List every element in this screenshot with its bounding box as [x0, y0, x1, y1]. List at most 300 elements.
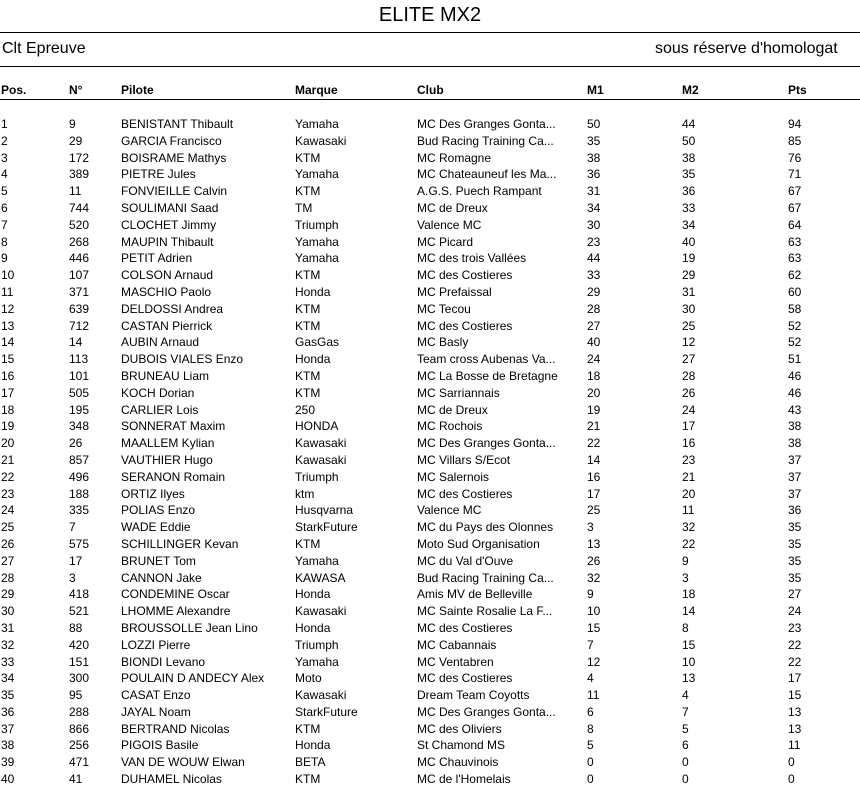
cell-pts: 67 [788, 184, 802, 199]
cell-pos: 4 [1, 167, 8, 182]
table-row [0, 771, 860, 788]
table-row [0, 452, 860, 469]
cell-pos: 17 [1, 385, 15, 400]
cell-pilote: BROUSSOLLE Jean Lino [121, 620, 258, 635]
table-row [0, 486, 860, 503]
cell-m2: 16 [682, 436, 696, 451]
table-row [0, 234, 860, 251]
cell-number: 712 [69, 318, 90, 333]
cell-number: 101 [69, 368, 90, 383]
cell-pts: 35 [788, 570, 802, 585]
cell-m1: 4 [587, 671, 594, 686]
cell-m2: 35 [682, 167, 696, 182]
cell-m1: 11 [587, 688, 600, 703]
cell-pilote: BIONDI Levano [121, 654, 206, 669]
cell-pts: 52 [788, 318, 802, 333]
cell-pos: 15 [1, 352, 15, 367]
cell-club: MC des Oliviers [417, 721, 502, 736]
cell-number: 29 [69, 133, 83, 148]
cell-m2: 50 [682, 133, 696, 148]
cell-m2: 36 [682, 184, 696, 199]
cell-pilote: MASCHIO Paolo [121, 284, 212, 299]
cell-number: 151 [69, 654, 90, 669]
cell-number: 857 [69, 452, 90, 467]
cell-pilote: LHOMME Alexandre [121, 604, 231, 619]
table-row [0, 519, 860, 536]
cell-pos: 22 [1, 469, 15, 484]
cell-pilote: BRUNEAU Liam [121, 368, 210, 383]
cell-m2: 22 [682, 536, 696, 551]
table-row [0, 637, 860, 654]
cell-pilote: BENISTANT Thibault [121, 117, 234, 131]
table-row [0, 150, 860, 167]
cell-pos: 33 [1, 654, 15, 669]
cell-m1: 40 [587, 335, 601, 350]
cell-pts: 23 [788, 620, 802, 635]
cell-pilote: JAYAL Noam [121, 704, 191, 719]
cell-number: 446 [69, 251, 90, 266]
cell-m2: 31 [682, 284, 696, 299]
table-row [0, 704, 860, 721]
header-pilote: Pilote [121, 83, 154, 97]
cell-pos: 5 [1, 184, 8, 199]
cell-number: 256 [69, 738, 90, 753]
cell-pilote: LOZZI Pierre [121, 637, 191, 652]
cell-pos: 12 [1, 301, 15, 316]
header-divider [0, 99, 860, 100]
cell-pilote: DUHAMEL Nicolas [121, 772, 222, 787]
cell-pilote: ORTIZ Ilyes [121, 486, 185, 501]
cell-m2: 38 [682, 150, 696, 165]
cell-m2: 17 [682, 419, 696, 434]
table-row [0, 250, 860, 267]
cell-pos: 11 [1, 284, 14, 299]
cell-pilote: BERTRAND Nicolas [121, 721, 230, 736]
cell-number: 88 [69, 620, 83, 635]
cell-club: MC des Costieres [417, 671, 513, 686]
cell-club: Team cross Aubenas Va... [417, 352, 556, 367]
cell-pts: 11 [788, 738, 801, 753]
cell-m2: 11 [682, 503, 695, 518]
cell-m1: 17 [587, 486, 601, 501]
cell-marque: KTM [295, 385, 321, 400]
cell-pilote: GARCIA Francisco [121, 133, 222, 148]
header-pos: Pos. [1, 83, 27, 97]
cell-m2: 25 [682, 318, 696, 333]
cell-pts: 63 [788, 234, 802, 249]
cell-number: 7 [69, 520, 76, 535]
cell-marque: Husqvarna [295, 503, 354, 518]
cell-marque: Kawasaki [295, 452, 347, 467]
cell-number: 420 [69, 637, 90, 652]
cell-m2: 29 [682, 268, 696, 283]
cell-m2: 20 [682, 486, 696, 501]
table-row [0, 418, 860, 435]
cell-pilote: AUBIN Arnaud [121, 335, 200, 350]
cell-club: MC des Costieres [417, 268, 513, 283]
cell-pts: 64 [788, 217, 802, 232]
table-row [0, 586, 860, 603]
cell-pts: 35 [788, 536, 802, 551]
cell-pts: 0 [788, 772, 795, 787]
cell-pos: 2 [1, 133, 8, 148]
cell-m2: 26 [682, 385, 696, 400]
cell-pos: 32 [1, 637, 15, 652]
cell-club: MC du Pays des Olonnes [417, 520, 554, 535]
cell-marque: Honda [295, 284, 331, 299]
cell-m2: 9 [682, 553, 689, 568]
cell-club: Bud Racing Training Ca... [417, 570, 554, 585]
cell-club: MC du Val d'Ouve [417, 553, 514, 568]
table-row [0, 687, 860, 704]
cell-m1: 19 [587, 402, 601, 417]
cell-number: 866 [69, 721, 90, 736]
cell-marque: StarkFuture [295, 520, 358, 535]
cell-pts: 60 [788, 284, 802, 299]
cell-club: MC des Costieres [417, 318, 513, 333]
cell-number: 744 [69, 200, 90, 215]
cell-m1: 33 [587, 268, 601, 283]
cell-marque: Kawasaki [295, 688, 347, 703]
cell-pts: 15 [788, 688, 802, 703]
cell-m1: 24 [587, 352, 601, 367]
cell-marque: Kawasaki [295, 604, 347, 619]
cell-pts: 17 [788, 671, 802, 686]
homologation-note: sous réserve d'homologat [655, 40, 838, 57]
cell-pos: 35 [1, 688, 15, 703]
header-m2: M2 [682, 83, 699, 97]
table-row [0, 536, 860, 553]
cell-m1: 9 [587, 587, 594, 602]
cell-pos: 34 [1, 671, 15, 686]
cell-m2: 33 [682, 200, 696, 215]
cell-club: MC Chauvinois [417, 755, 499, 770]
cell-marque: KTM [295, 268, 321, 283]
table-row [0, 334, 860, 351]
cell-m1: 6 [587, 704, 594, 719]
cell-pts: 63 [788, 251, 802, 266]
table-row [0, 469, 860, 486]
cell-marque: Honda [295, 352, 331, 367]
title-divider [0, 32, 860, 33]
cell-number: 471 [69, 755, 90, 770]
cell-number: 389 [69, 167, 90, 182]
cell-number: 639 [69, 301, 90, 316]
cell-pilote: CLOCHET Jimmy [121, 217, 217, 232]
cell-m2: 19 [682, 251, 696, 266]
cell-club: A.G.S. Puech Rampant [417, 184, 542, 199]
cell-pos: 13 [1, 318, 15, 333]
cell-m1: 27 [587, 318, 601, 333]
cell-pts: 38 [788, 436, 802, 451]
cell-pilote: PETIT Adrien [121, 251, 193, 266]
table-row [0, 166, 860, 183]
cell-pilote: BOISRAME Mathys [121, 150, 227, 165]
cell-number: 335 [69, 503, 90, 518]
cell-m1: 15 [587, 620, 601, 635]
table-row [0, 200, 860, 217]
cell-pilote: DUBOIS VIALES Enzo [121, 352, 244, 367]
cell-pts: 22 [788, 654, 802, 669]
cell-pts: 46 [788, 385, 802, 400]
cell-marque: 250 [295, 402, 316, 417]
table-row [0, 368, 860, 385]
cell-pilote: VAN DE WOUW Elwan [121, 755, 245, 770]
cell-club: MC Des Granges Gonta... [417, 704, 556, 719]
cell-pos: 27 [1, 553, 15, 568]
cell-marque: Yamaha [295, 234, 339, 249]
cell-marque: KTM [295, 301, 321, 316]
table-row [0, 385, 860, 402]
cell-m1: 23 [587, 234, 601, 249]
cell-pts: 35 [788, 520, 802, 535]
cell-m1: 3 [587, 520, 594, 535]
cell-m2: 6 [682, 738, 689, 753]
cell-marque: Yamaha [295, 117, 339, 131]
cell-pilote: CANNON Jake [121, 570, 202, 585]
table-row [0, 553, 860, 570]
header-m1: M1 [587, 83, 604, 97]
cell-pilote: CONDEMINE Oscar [121, 587, 230, 602]
cell-marque: KTM [295, 772, 321, 787]
cell-marque: TM [295, 200, 313, 215]
results-table [0, 116, 860, 788]
cell-pilote: DELDOSSI Andrea [121, 301, 224, 316]
cell-pos: 31 [1, 620, 15, 635]
cell-number: 288 [69, 704, 90, 719]
cell-m2: 5 [682, 721, 689, 736]
cell-club: Amis MV de Belleville [417, 587, 533, 602]
cell-pts: 37 [788, 452, 802, 467]
cell-m1: 29 [587, 284, 601, 299]
cell-m2: 30 [682, 301, 696, 316]
table-row [0, 116, 860, 133]
cell-club: MC Ventabren [417, 654, 494, 669]
cell-m2: 27 [682, 352, 696, 367]
cell-number: 11 [69, 184, 82, 199]
cell-marque: Yamaha [295, 553, 339, 568]
table-row [0, 351, 860, 368]
cell-pilote: COLSON Arnaud [121, 268, 214, 283]
cell-pts: 67 [788, 200, 802, 215]
cell-marque: KTM [295, 318, 321, 333]
cell-pts: 37 [788, 486, 802, 501]
header-club: Club [417, 83, 444, 97]
table-row [0, 133, 860, 150]
cell-pos: 23 [1, 486, 15, 501]
cell-number: 496 [69, 469, 90, 484]
cell-pos: 18 [1, 402, 15, 417]
cell-m1: 30 [587, 217, 601, 232]
cell-m2: 28 [682, 368, 696, 383]
cell-pos: 37 [1, 721, 15, 736]
cell-pos: 20 [1, 436, 15, 451]
cell-m2: 32 [682, 520, 696, 535]
cell-number: 17 [69, 553, 83, 568]
cell-m2: 10 [682, 654, 696, 669]
cell-pts: 94 [788, 117, 802, 131]
cell-m1: 0 [587, 755, 594, 770]
cell-pts: 58 [788, 301, 802, 316]
cell-m1: 38 [587, 150, 601, 165]
cell-m1: 13 [587, 536, 601, 551]
cell-club: MC des Costieres [417, 620, 513, 635]
cell-number: 505 [69, 385, 90, 400]
cell-pts: 85 [788, 133, 802, 148]
cell-pos: 24 [1, 503, 15, 518]
cell-pos: 8 [1, 234, 8, 249]
cell-m1: 36 [587, 167, 601, 182]
cell-pilote: CASTAN Pierrick [121, 318, 213, 333]
cell-pos: 26 [1, 536, 15, 551]
header-number: N° [69, 83, 83, 97]
header-pts: Pts [788, 83, 807, 97]
cell-pos: 25 [1, 520, 15, 535]
cell-pos: 39 [1, 755, 15, 770]
table-row [0, 217, 860, 234]
cell-m2: 44 [682, 117, 696, 131]
cell-pilote: CASAT Enzo [121, 688, 191, 703]
cell-marque: KAWASA [295, 570, 346, 585]
header-marque: Marque [295, 83, 338, 97]
cell-pos: 40 [1, 772, 15, 787]
cell-club: MC Prefaissal [417, 284, 492, 299]
cell-number: 26 [69, 436, 83, 451]
cell-pilote: POULAIN D ANDECY Alex [121, 671, 265, 686]
cell-pts: 36 [788, 503, 802, 518]
cell-m1: 28 [587, 301, 601, 316]
cell-number: 418 [69, 587, 90, 602]
cell-pilote: BRUNET Tom [121, 553, 196, 568]
cell-m2: 14 [682, 604, 696, 619]
cell-club: MC de l'Homelais [417, 772, 511, 787]
cell-pos: 19 [1, 419, 15, 434]
cell-club: MC Des Granges Gonta... [417, 436, 556, 451]
cell-marque: Honda [295, 587, 331, 602]
cell-marque: Triumph [295, 469, 339, 484]
cell-club: MC de Dreux [417, 402, 488, 417]
cell-pts: 13 [788, 721, 802, 736]
cell-pilote: PIETRE Jules [121, 167, 196, 182]
cell-m1: 22 [587, 436, 601, 451]
cell-pts: 76 [788, 150, 802, 165]
cell-pos: 21 [1, 452, 15, 467]
cell-m2: 0 [682, 772, 689, 787]
table-row [0, 754, 860, 771]
cell-marque: Honda [295, 620, 331, 635]
cell-pts: 0 [788, 755, 795, 770]
cell-pts: 51 [788, 352, 802, 367]
cell-marque: GasGas [295, 335, 340, 350]
subtitle-divider [0, 66, 860, 67]
cell-number: 41 [69, 772, 83, 787]
cell-pos: 7 [1, 217, 8, 232]
cell-pilote: VAUTHIER Hugo [121, 452, 213, 467]
cell-m1: 10 [587, 604, 601, 619]
cell-club: MC Tecou [417, 301, 471, 316]
table-row [0, 301, 860, 318]
cell-number: 575 [69, 536, 90, 551]
cell-club: Valence MC [417, 217, 482, 232]
cell-marque: KTM [295, 368, 321, 383]
cell-club: St Chamond MS [417, 738, 506, 753]
cell-m1: 8 [587, 721, 594, 736]
cell-marque: Yamaha [295, 251, 339, 266]
cell-number: 195 [69, 402, 90, 417]
cell-number: 300 [69, 671, 90, 686]
cell-club: Moto Sud Organisation [417, 536, 540, 551]
cell-club: MC Chateauneuf les Ma... [417, 167, 557, 182]
cell-marque: Kawasaki [295, 133, 347, 148]
cell-m2: 34 [682, 217, 696, 232]
cell-pts: 22 [788, 637, 802, 652]
cell-pos: 3 [1, 150, 8, 165]
cell-pos: 29 [1, 587, 15, 602]
cell-pts: 38 [788, 419, 802, 434]
cell-marque: KTM [295, 721, 321, 736]
cell-number: 521 [69, 604, 90, 619]
table-row [0, 670, 860, 687]
cell-pts: 52 [788, 335, 802, 350]
cell-pos: 16 [1, 368, 15, 383]
table-row [0, 402, 860, 419]
cell-club: MC La Bosse de Bretagne [417, 368, 558, 383]
cell-number: 188 [69, 486, 90, 501]
cell-club: MC Salernois [417, 469, 490, 484]
cell-pts: 43 [788, 402, 802, 417]
cell-m1: 12 [587, 654, 601, 669]
cell-pilote: MAUPIN Thibault [121, 234, 214, 249]
cell-marque: Kawasaki [295, 436, 347, 451]
cell-marque: KTM [295, 150, 321, 165]
cell-m1: 26 [587, 553, 601, 568]
cell-number: 371 [69, 284, 90, 299]
cell-pilote: SOULIMANI Saad [121, 200, 219, 215]
cell-m2: 3 [682, 570, 689, 585]
cell-pts: 13 [788, 704, 802, 719]
table-row [0, 267, 860, 284]
cell-marque: Triumph [295, 217, 339, 232]
cell-pts: 71 [788, 167, 802, 182]
cell-pos: 36 [1, 704, 15, 719]
cell-number: 268 [69, 234, 90, 249]
classification-label: Clt Epreuve [2, 40, 86, 57]
table-row [0, 721, 860, 738]
table-row [0, 435, 860, 452]
cell-number: 9 [69, 117, 76, 131]
cell-m1: 35 [587, 133, 601, 148]
cell-m1: 20 [587, 385, 601, 400]
cell-m1: 32 [587, 570, 601, 585]
cell-marque: Honda [295, 738, 331, 753]
cell-number: 3 [69, 570, 76, 585]
cell-m1: 50 [587, 117, 601, 131]
cell-pilote: POLIAS Enzo [121, 503, 196, 518]
cell-m1: 16 [587, 469, 601, 484]
cell-m1: 18 [587, 368, 601, 383]
cell-m2: 7 [682, 704, 689, 719]
table-row [0, 620, 860, 637]
cell-club: MC Cabannais [417, 637, 497, 652]
cell-m2: 40 [682, 234, 696, 249]
table-row [0, 183, 860, 200]
cell-pos: 1 [1, 117, 8, 131]
cell-number: 95 [69, 688, 83, 703]
cell-number: 107 [69, 268, 90, 283]
table-row [0, 603, 860, 620]
document-title: ELITE MX2 [378, 4, 482, 26]
cell-marque: Yamaha [295, 654, 339, 669]
